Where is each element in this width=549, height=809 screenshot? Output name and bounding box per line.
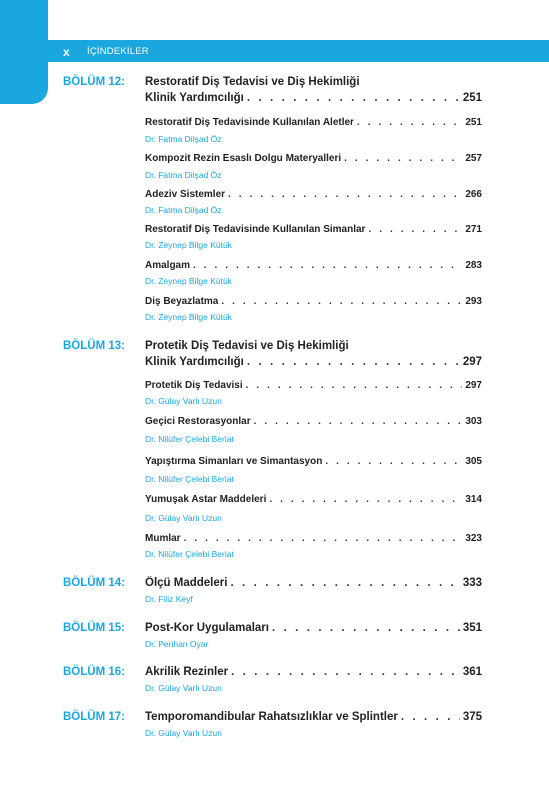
section-title: Restoratif Diş Tedavisinde Kullanılan Simanlar — [145, 224, 366, 235]
section-title: Yumuşak Astar Maddeleri — [145, 494, 267, 505]
dot-leader — [401, 710, 460, 724]
author: Dr. Gülay Varlı Uzun — [145, 396, 222, 406]
page-ref: 303 — [465, 416, 482, 427]
chapter-title: Temporomandibular Rahatsızlıklar ve Splintler — [145, 711, 398, 723]
page-ref: 283 — [465, 260, 482, 271]
dot-leader — [184, 532, 463, 545]
page-ref: 266 — [465, 189, 482, 200]
chapter-label: BÖLÜM 14: — [63, 577, 125, 589]
toc-entry[interactable] — [145, 621, 482, 635]
author: Dr. Filiz Keyf — [145, 594, 193, 604]
page-ref: 251 — [462, 92, 482, 104]
dot-leader — [357, 116, 462, 129]
dot-leader — [247, 355, 460, 369]
dot-leader — [221, 295, 462, 308]
toc-entry[interactable] — [145, 188, 482, 201]
chapter-title: Akrilik Rezinler — [145, 666, 229, 678]
page-ref: 361 — [462, 666, 482, 678]
author: Dr. Gülay Varlı Uzun — [145, 513, 222, 523]
toc-entry[interactable] — [145, 493, 482, 506]
author: Dr. Gülay Varlı Uzun — [145, 728, 222, 738]
page-ref: 323 — [465, 533, 482, 544]
author: Dr. Fatma Dilşad Öz — [145, 170, 222, 180]
author: Dr. Fatma Dilşad Öz — [145, 205, 222, 215]
author: Dr. Fatma Dilşad Öz — [145, 134, 222, 144]
author: Dr. Nilüfer Çelebi Beriat — [145, 434, 234, 444]
dot-leader — [254, 415, 463, 428]
page-ref: 293 — [465, 296, 482, 307]
author: Dr. Gülay Varlı Uzun — [145, 683, 222, 693]
chapter-title: Restoratif Diş Tedavisi ve Diş Hekimliği — [145, 76, 360, 88]
toc-entry[interactable] — [145, 710, 482, 724]
toc-entry[interactable] — [145, 116, 482, 129]
page-title: İÇİNDEKİLER — [87, 46, 149, 57]
page-ref: 271 — [465, 224, 482, 235]
dot-leader — [344, 152, 462, 165]
toc-entry[interactable] — [145, 415, 482, 428]
section-title: Adeziv Sistemler — [145, 189, 226, 200]
chapter-label: BÖLÜM 12: — [63, 76, 125, 88]
section-title: Protetik Diş Tedavisi — [145, 380, 243, 391]
dot-leader — [230, 576, 459, 590]
page-ref: 297 — [462, 356, 482, 368]
toc-entry[interactable] — [145, 665, 482, 679]
page-number: x — [63, 45, 70, 59]
page-ref: 351 — [462, 622, 482, 634]
chapter-label: BÖLÜM 13: — [63, 340, 125, 352]
chapter-title: Post-Kor Uygulamaları — [145, 622, 269, 634]
chapter-label: BÖLÜM 15: — [63, 622, 125, 634]
author: Dr. Nilüfer Çelebi Beriat — [145, 474, 234, 484]
section-title: Yapıştırma Simanları ve Simantasyon — [145, 456, 323, 467]
author: Dr. Zeynep Bilge Kütük — [145, 240, 232, 250]
toc-entry[interactable] — [145, 355, 482, 369]
toc-entry[interactable] — [145, 152, 482, 165]
chapter-label: BÖLÜM 17: — [63, 711, 125, 723]
page-ref: 297 — [465, 380, 482, 391]
chapter-title-cont: Klinik Yardımcılığı — [145, 92, 244, 104]
dot-leader — [247, 91, 460, 105]
chapter-title: Protetik Diş Tedavisi ve Diş Hekimliği — [145, 340, 349, 352]
dot-leader — [193, 259, 462, 272]
section-title: Amalgam — [145, 260, 191, 271]
section-title: Kompozit Rezin Esaslı Dolgu Materyalleri — [145, 153, 342, 164]
page-ref: 375 — [462, 711, 482, 723]
chapter-title: Ölçü Maddeleri — [145, 577, 228, 589]
dot-leader — [325, 455, 462, 468]
author: Dr. Nilüfer Çelebi Beriat — [145, 549, 234, 559]
chapter-title-cont: Klinik Yardımcılığı — [145, 356, 244, 368]
page-ref: 251 — [465, 117, 482, 128]
dot-leader — [228, 188, 462, 201]
author: Dr. Perihan Oyar — [145, 639, 209, 649]
section-title: Mumlar — [145, 533, 181, 544]
page-ref: 314 — [465, 494, 482, 505]
toc-entry[interactable] — [145, 455, 482, 468]
toc-entry[interactable] — [145, 295, 482, 308]
chapter-label: BÖLÜM 16: — [63, 666, 125, 678]
toc-entry[interactable] — [145, 91, 482, 105]
author: Dr. Zeynep Bilge Kütük — [145, 276, 232, 286]
dot-leader — [269, 493, 462, 506]
toc-entry[interactable] — [145, 379, 482, 392]
page-ref: 333 — [462, 577, 482, 589]
toc-entry[interactable] — [145, 576, 482, 590]
dot-leader — [368, 223, 462, 236]
toc-entry[interactable] — [145, 223, 482, 236]
page-ref: 305 — [465, 456, 482, 467]
toc-entry[interactable] — [145, 532, 482, 545]
section-title: Diş Beyazlatma — [145, 296, 219, 307]
dot-leader — [272, 621, 460, 635]
dot-leader — [231, 665, 460, 679]
page-ref: 257 — [465, 153, 482, 164]
author: Dr. Zeynep Bilge Kütük — [145, 312, 232, 322]
toc-entry[interactable] — [145, 259, 482, 272]
section-title: Geçici Restorasyonlar — [145, 416, 251, 427]
section-title: Restoratif Diş Tedavisinde Kullanılan Aletler — [145, 117, 354, 128]
dot-leader — [246, 379, 463, 392]
